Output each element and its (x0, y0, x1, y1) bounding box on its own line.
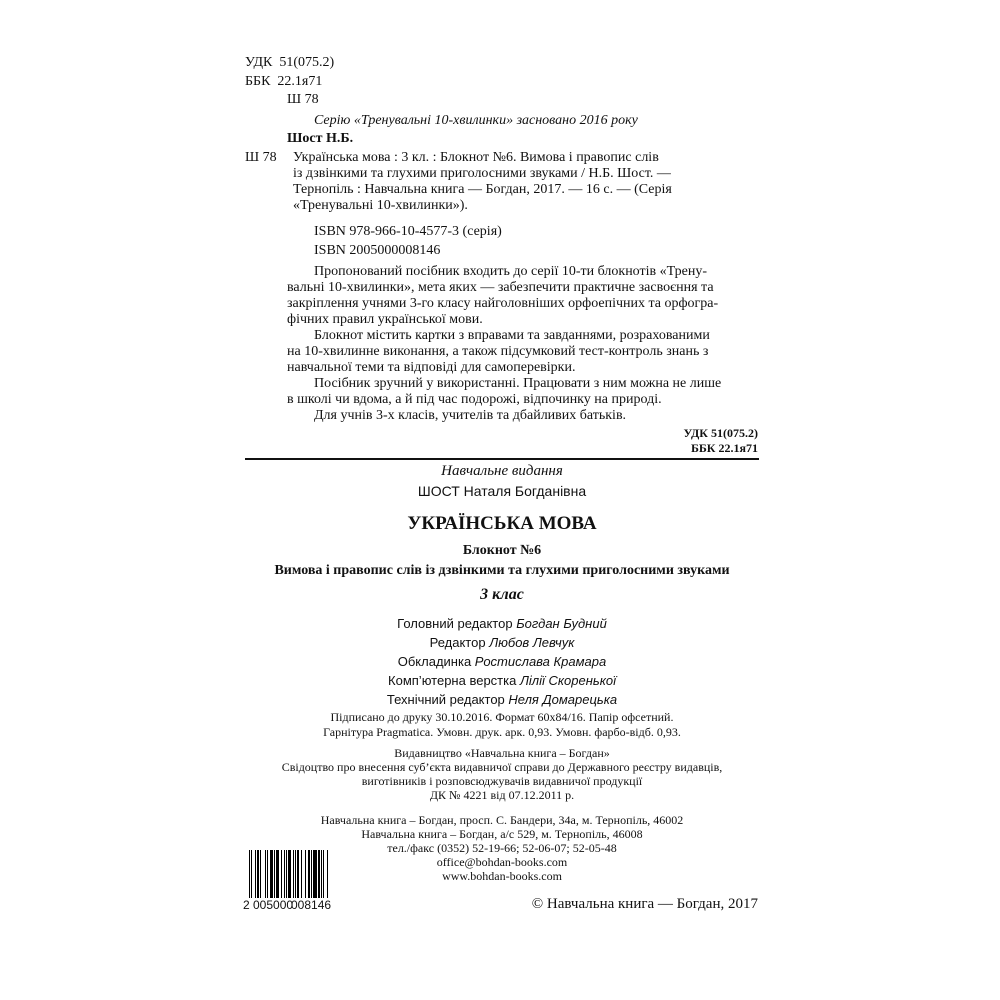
annotation-line: вальні 10-хвилинки», мета яких — забезпечити практичне засвоєння та (287, 280, 714, 295)
barcode-bar (328, 850, 329, 898)
credit-person: Любов Левчук (489, 635, 575, 650)
author-mark: Ш 78 (287, 92, 319, 107)
udk-line (245, 55, 334, 71)
annotation-line: Пропонований посібник входить до серії 10-ти блокнотів «Трену- (314, 264, 708, 279)
book-subtitle: Вимова і правопис слів із дзвінкими та глухими приголосними звуками (274, 563, 730, 578)
isbn-series: ISBN 978-966-10-4577-3 (серія) (314, 224, 502, 239)
publisher-line: ДК № 4221 від 07.12.2011 р. (429, 788, 575, 802)
bib-line: Тернопіль : Навчальна книга — Богдан, 2017. — 16 с. — (Серія (293, 182, 672, 197)
annotation-line: Посібник зручний у використанні. Працювати з ним можна не лише (314, 376, 722, 391)
book-title: УКРАЇНСЬКА МОВА (407, 513, 597, 534)
credit-person: Лілії Скоренької (519, 673, 616, 688)
credit-line (245, 692, 759, 708)
bib-code: Ш 78 (245, 150, 277, 165)
credit-role: Редактор (429, 635, 486, 650)
annotation-line: фічних правил української мови. (287, 312, 483, 327)
credit-line (245, 635, 759, 651)
print-info (245, 710, 759, 739)
credit-role: Головний редактор (397, 616, 513, 631)
series-note: Серію «Тренувальні 10-хвилинки» засновано 2016 року (314, 113, 638, 128)
annotation-line: навчальної теми та відповіді для самоперевірки. (287, 360, 576, 375)
credit-role: Технічний редактор (386, 692, 505, 707)
publisher-line: виготівників і розповсюджувачів видавничої продукції (361, 774, 643, 788)
publisher-line: Видавництво «Навчальна книга – Богдан» (394, 746, 610, 760)
notebook-number: Блокнот №6 (462, 543, 542, 558)
address-line: Навчальна книга – Богдан, просп. С. Бандери, 34а, м. Тернопіль, 46002 (320, 813, 684, 827)
isbn-number: ISBN 2005000008146 (314, 243, 441, 258)
barcode-right-group: 008146 (291, 898, 332, 912)
credit-person: Неля Домарецька (508, 692, 618, 707)
annotation-line: Для учнів 3-х класів, учителів та дбайливих батьків. (314, 408, 627, 423)
bib-line: із дзвінкими та глухими приголосними звуками / Н.Б. Шост. — (293, 166, 671, 181)
index-bbk: ББК 22.1я71 (690, 441, 758, 455)
author-full: ШОСТ Наталя Богданівна (417, 483, 587, 499)
udk-label: УДК (245, 55, 273, 70)
publisher-line: Свідоцтво про внесення суб’єкта видавничої справи до Державного реєстру видавців, (281, 760, 723, 774)
index-udk: УДК 51(075.2) (683, 426, 758, 440)
annotation (287, 264, 721, 424)
grade: 3 клас (480, 586, 524, 603)
bib-line: «Тренувальні 10-хвилинки»). (293, 198, 468, 213)
udk-value: 51(075.2) (279, 55, 335, 70)
credit-role: Комп’ютерна верстка (388, 673, 517, 688)
annotation-line: Блокнот містить картки з вправами та завданнями, розрахованими (314, 328, 710, 343)
annotation-line: в школі чи вдома, а й під час подорожі, відпочинку на природі. (287, 392, 662, 407)
credit-line (245, 616, 759, 632)
website-line: www.bohdan-books.com (442, 869, 562, 883)
credit-person: Ростислава Крамара (474, 654, 607, 669)
bib-line: Українська мова : 3 кл. : Блокнот №6. Вимова і правопис слів (293, 150, 659, 165)
edition-type: Навчальне видання (441, 463, 563, 479)
credit-line (245, 673, 759, 689)
author-heading: Шост Н.Б. (287, 131, 354, 146)
print-line: Гарнітура Pragmatica. Умовн. друк. арк. 0,93. Умовн. фарбо-відб. 0,93. (323, 725, 681, 739)
credit-person: Богдан Будний (516, 616, 607, 631)
barcode (243, 850, 332, 912)
bbk-value: 22.1я71 (277, 74, 323, 89)
copyright: © Навчальна книга — Богдан, 2017 (531, 896, 758, 912)
credit-role: Обкладинка (397, 654, 472, 669)
credit-line (245, 654, 759, 670)
annotation-line: на 10-хвилинне виконання, а також підсумковий тест-контроль знань з (287, 344, 709, 359)
address-line: Навчальна книга – Богдан, а/с 529, м. Тернопіль, 46008 (361, 827, 643, 841)
section-divider (245, 458, 759, 460)
bbk-label: ББК (245, 74, 271, 89)
barcode-left-group: 005000 (253, 898, 294, 912)
print-line: Підписано до друку 30.10.2016. Формат 60x84/16. Папір офсетний. (330, 710, 674, 724)
bib-description (293, 150, 759, 214)
phone-line: тел./факс (0352) 52-19-66; 52-06-07; 52-05-48 (387, 841, 617, 855)
barcode-first-digit: 2 (243, 898, 250, 912)
publisher-info (245, 746, 759, 802)
credits (245, 616, 759, 708)
bbk-line (245, 74, 322, 90)
barcode-bars (249, 850, 329, 898)
email-line: office@bohdan-books.com (436, 855, 568, 869)
annotation-line: закріплення учнями 3-го класу найголовніших орфоепічних та орфогра- (287, 296, 719, 311)
